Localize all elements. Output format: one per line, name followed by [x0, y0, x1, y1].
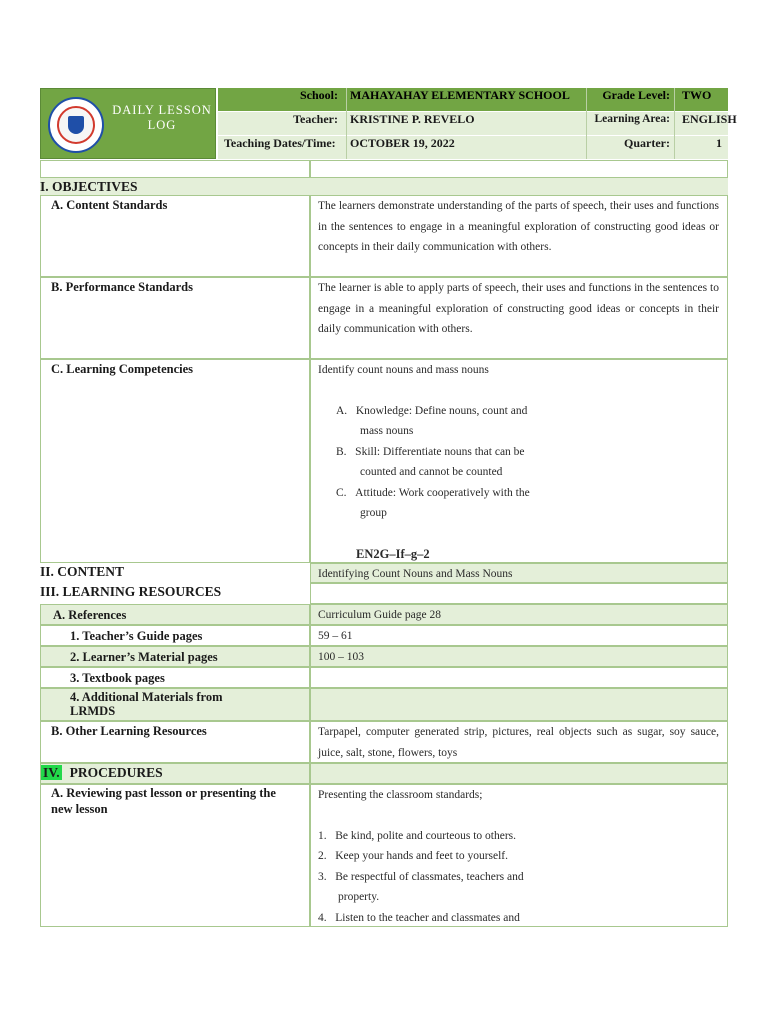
header-row-teacher	[218, 112, 737, 135]
other-resources-row	[40, 721, 728, 763]
header-row-school	[218, 88, 728, 111]
learning-area-value: ENGLISH	[682, 112, 737, 126]
competencies-intro: Identify count nouns and mass nouns	[318, 364, 489, 376]
resources-heading-row	[40, 583, 728, 604]
objectives-heading-row	[40, 178, 728, 195]
resource-row	[40, 625, 728, 646]
standard-text: Keep your hands and feet to yourself.	[335, 850, 509, 862]
header-row-dates	[218, 136, 728, 159]
grade-level-value: TWO	[682, 88, 712, 102]
competency-text: Skill: Differentiate nouns that can be	[355, 445, 525, 458]
resource-row	[40, 646, 728, 667]
page-title: DAILY LESSON LOG	[112, 103, 212, 132]
performance-standards-label: B. Performance Standards	[51, 280, 193, 294]
lesson-log-header	[40, 88, 737, 159]
school-label: School:	[299, 88, 338, 102]
competency-marker: B.	[336, 445, 347, 458]
learning-competencies-row	[40, 359, 728, 563]
competency-text-cont: mass nouns	[360, 425, 414, 437]
content-standards-text: The learners demonstrate understanding of the parts of speech, their uses and functions in the sentences to engage in a meaningful exploration of constructing good ideas or concepts in their daily communication with others.	[310, 195, 728, 277]
grade-level-label: Grade Level:	[602, 88, 670, 102]
standard-text-cont: property.	[338, 891, 380, 903]
dates-value: OCTOBER 19, 2022	[350, 136, 455, 150]
other-resources-text: Tarpapel, computer generated strip, pictures, real objects such as sugar, soy sauce, juice, salt, stone, flowers, toys	[310, 721, 728, 763]
teacher-value: KRISTINE P. REVELO	[350, 112, 475, 126]
resource-label: 4. Additional Materials from LRMDS	[70, 690, 223, 718]
competency-text: Knowledge: Define nouns, count and	[355, 404, 528, 417]
resource-label: 3. Textbook pages	[70, 671, 165, 685]
standard-text: Listen to the teacher and classmates and	[335, 911, 520, 924]
competency-text: Attitude: Work cooperatively with the	[355, 486, 530, 499]
resource-row	[40, 667, 728, 688]
other-resources-label: B. Other Learning Resources	[51, 724, 207, 738]
learning-competencies-label: C. Learning Competencies	[51, 362, 193, 376]
objectives-heading: I. OBJECTIVES	[40, 179, 138, 194]
resource-row	[40, 688, 728, 721]
content-value: Identifying Count Nouns and Mass Nouns	[310, 563, 728, 583]
resource-label: 2. Learner’s Material pages	[70, 650, 218, 664]
content-row	[40, 563, 728, 583]
content-standards-row	[40, 195, 728, 277]
standard-item	[318, 846, 719, 867]
content-heading: II. CONTENT	[40, 564, 125, 579]
standard-text: Be kind, polite and courteous to others.	[335, 829, 517, 842]
references-value: Curriculum Guide page 28	[310, 604, 728, 625]
competency-item	[318, 483, 719, 524]
standard-item	[318, 908, 719, 929]
dates-label: Teaching Dates/Time:	[224, 136, 336, 150]
resource-value	[310, 688, 728, 721]
references-label: A. References	[53, 608, 127, 622]
standard-item	[318, 867, 719, 908]
procedures-heading: PROCEDURES	[69, 765, 163, 780]
competency-code: EN2G–If–g–2	[356, 546, 430, 561]
review-intro: Presenting the classroom standards;	[318, 789, 483, 801]
competency-text-cont: counted and cannot be counted	[360, 466, 503, 478]
resource-value: 59 – 61	[310, 625, 728, 646]
competency-text-cont: group	[360, 507, 387, 519]
references-row	[40, 604, 728, 625]
procedures-heading-row	[40, 763, 728, 784]
teacher-label: Teacher:	[293, 112, 338, 126]
performance-standards-text: The learner is able to apply parts of speech, their uses and functions in the sentences to engage in a meaningful exploration of constructing good ideas or concepts in their daily communication with others.	[310, 277, 728, 359]
review-lesson-label: A. Reviewing past lesson or presenting the new lesson	[51, 786, 276, 816]
header-title-block	[40, 88, 216, 159]
review-lesson-row	[40, 784, 728, 927]
competency-item	[318, 401, 719, 442]
standard-number: 3.	[318, 870, 327, 883]
deped-seal-icon	[48, 97, 104, 153]
resource-value: 100 – 103	[310, 646, 728, 667]
standard-item	[318, 826, 719, 847]
spacer-row	[40, 160, 728, 178]
resource-value	[310, 667, 728, 688]
standard-number: 1.	[318, 829, 327, 842]
content-standards-label: A. Content Standards	[51, 198, 168, 212]
learning-area-label: Learning Area:	[594, 113, 670, 125]
competency-item	[318, 442, 719, 483]
quarter-value: 1	[716, 136, 722, 150]
school-value: MAHAYAHAY ELEMENTARY SCHOOL	[350, 88, 570, 102]
performance-standards-row	[40, 277, 728, 359]
resource-label: 1. Teacher’s Guide pages	[70, 629, 203, 643]
standard-text: Be respectful of classmates, teachers and	[335, 870, 524, 883]
standard-number: 4.	[318, 911, 327, 924]
procedures-number: IV.	[43, 765, 60, 780]
competency-marker: C.	[336, 486, 347, 499]
quarter-label: Quarter:	[624, 136, 670, 150]
competency-marker: A.	[336, 404, 348, 417]
resources-heading: III. LEARNING RESOURCES	[40, 584, 222, 599]
standard-number: 2.	[318, 850, 327, 862]
